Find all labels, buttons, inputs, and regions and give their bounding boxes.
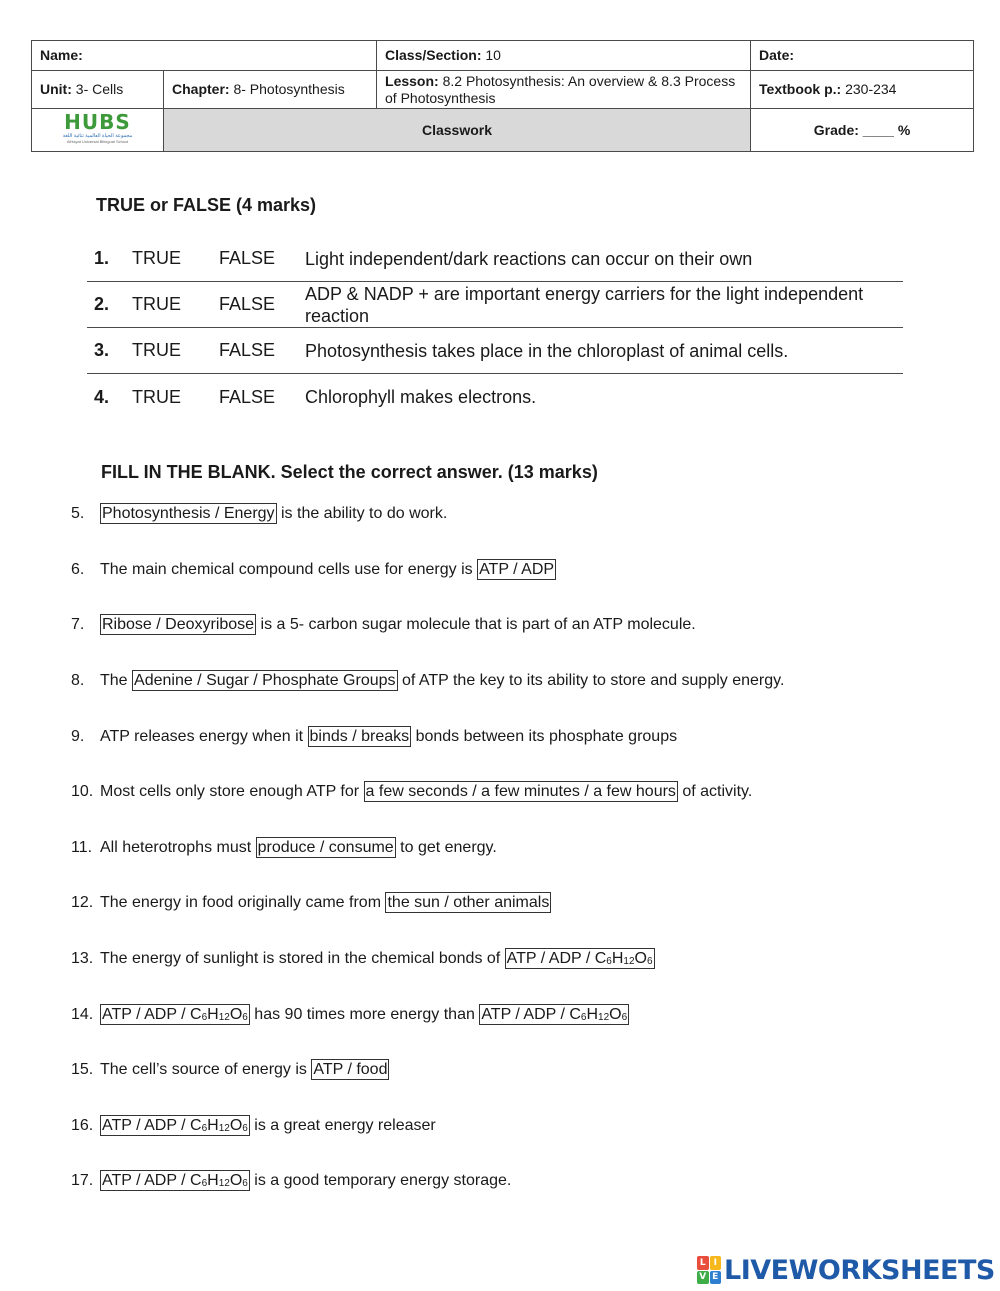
false-option[interactable]: FALSE bbox=[219, 340, 276, 360]
class-section-cell: Class/Section: 10 bbox=[377, 41, 751, 71]
answer-dropdown[interactable]: ATP / ADP / $C_6H_{12}O_6$ bbox=[102, 1006, 248, 1023]
answer-dropdown[interactable]: binds / breaks bbox=[309, 728, 410, 745]
question-16: 16. ATP / ADP / $C_6H_{12}O_6$ is a great energy releaser bbox=[71, 1117, 436, 1134]
question-17: 17. ATP / ADP / $C_6H_{12}O_6$ is a good temporary energy storage. bbox=[71, 1172, 512, 1189]
answer-dropdown[interactable]: Ribose / Deoxyribose bbox=[102, 616, 255, 633]
true-option[interactable]: TRUE bbox=[132, 340, 181, 360]
chapter-cell: Chapter: 8- Photosynthesis bbox=[164, 71, 377, 109]
classwork-title: Classwork bbox=[164, 109, 751, 152]
tf-row: 4. TRUE FALSE Chlorophyll makes electrons. bbox=[87, 374, 903, 420]
question-14: 14. ATP / ADP / $C_6H_{12}O_6$ has 90 times more energy than ATP / ADP / $C_6H_{12}O_6$ bbox=[71, 1006, 628, 1023]
true-false-title: TRUE or FALSE (4 marks) bbox=[96, 195, 317, 215]
textbook-cell: Textbook p.: 230-234 bbox=[751, 71, 974, 109]
question-7: 7.Ribose / Deoxyribose is a 5- carbon sugar molecule that is part of an ATP molecule. bbox=[71, 616, 696, 633]
answer-dropdown[interactable]: ATP / ADP / $C_6H_{12}O_6$ bbox=[506, 950, 653, 967]
answer-dropdown[interactable]: ATP / ADP / $C_6H_{12}O_6$ bbox=[481, 1006, 628, 1023]
brand-letter: I bbox=[710, 1256, 722, 1270]
true-option[interactable]: TRUE bbox=[132, 294, 181, 314]
question-11: 11. All heterotrophs must produce / consume to get energy. bbox=[71, 839, 497, 856]
tf-row: 1. TRUE FALSE Light independent/dark reactions can occur on their own bbox=[87, 236, 903, 282]
school-logo: HUBS مجموعة الحياة العالمية ثنائية اللغة AlHayat Universal Bilingual School bbox=[62, 110, 133, 144]
liveworksheets-icon bbox=[697, 1256, 721, 1284]
answer-dropdown[interactable]: ATP / ADP bbox=[479, 561, 555, 578]
grade-field: Grade: ____ % bbox=[751, 109, 974, 152]
brand-letter: V bbox=[697, 1271, 709, 1285]
name-cell: Name: bbox=[32, 41, 377, 71]
brand-text: LIVEWORKSHEETS bbox=[724, 1254, 995, 1286]
answer-dropdown[interactable]: ATP / food bbox=[313, 1061, 388, 1078]
answer-dropdown[interactable]: a few seconds / a few minutes / a few hours bbox=[365, 783, 676, 800]
false-option[interactable]: FALSE bbox=[219, 248, 276, 268]
question-13: 13. The energy of sunlight is stored in the chemical bonds of ATP / ADP / $C_6H_{12}O_6$ bbox=[71, 950, 653, 967]
true-option[interactable]: TRUE bbox=[132, 248, 181, 268]
answer-dropdown[interactable]: the sun / other animals bbox=[387, 894, 550, 911]
false-option[interactable]: FALSE bbox=[219, 294, 276, 314]
tf-statement: Photosynthesis takes place in the chloroplast of animal cells. bbox=[305, 340, 789, 361]
question-12: 12. The energy in food originally came from the sun / other animals bbox=[71, 894, 550, 911]
question-5: 5. Photosynthesis / Energy is the ability to do work. bbox=[71, 505, 448, 522]
tf-statement: Light independent/dark reactions can occur on their own bbox=[305, 248, 753, 269]
question-10: 10. Most cells only store enough ATP for a few seconds / a few minutes / a few hours of activity. bbox=[71, 783, 753, 800]
question-8: 8. The Adenine / Sugar / Phosphate Groups of ATP the key to its ability to store and supply energy. bbox=[71, 672, 785, 689]
tf-statement: Chlorophyll makes electrons. bbox=[305, 387, 537, 407]
liveworksheets-logo bbox=[697, 1254, 995, 1286]
question-9: 9. ATP releases energy when it binds / breaks bonds between its phosphate groups bbox=[71, 728, 678, 745]
tf-row: 3. TRUE FALSE Photosynthesis takes place in the chloroplast of animal cells. bbox=[87, 328, 903, 374]
answer-dropdown[interactable]: ATP / ADP / $C_6H_{12}O_6$ bbox=[102, 1117, 248, 1134]
answer-dropdown[interactable]: produce / consume bbox=[257, 839, 394, 856]
tf-statement: ADP & NADP + are important energy carriers for the light independent reaction bbox=[305, 283, 864, 326]
header-table bbox=[31, 40, 974, 152]
lesson-cell: Lesson: 8.2 Photosynthesis: An overview & 8.3 Process of Photosynthesis bbox=[377, 71, 751, 109]
false-option[interactable]: FALSE bbox=[219, 386, 276, 407]
logo-cell bbox=[32, 109, 164, 152]
true-option[interactable]: TRUE bbox=[132, 386, 181, 407]
fill-blank-title: FILL IN THE BLANK. Select the correct answer. (13 marks) bbox=[101, 462, 598, 482]
date-cell: Date: bbox=[751, 41, 974, 71]
brand-letter: L bbox=[697, 1256, 709, 1270]
tf-row: 2. TRUE FALSE ADP & NADP + are important energy carriers for the light independent reaction bbox=[87, 282, 903, 328]
question-15: 15. The cell’s source of energy is ATP / food bbox=[71, 1061, 388, 1078]
answer-dropdown[interactable]: Photosynthesis / Energy bbox=[102, 505, 275, 522]
unit-cell: Unit: 3- Cells bbox=[32, 71, 164, 109]
answer-dropdown[interactable]: ATP / ADP / $C_6H_{12}O_6$ bbox=[102, 1172, 248, 1189]
question-6: 6. The main chemical compound cells use for energy is ATP / ADP bbox=[71, 561, 555, 578]
answer-dropdown[interactable]: Adenine / Sugar / Phosphate Groups bbox=[134, 672, 396, 689]
brand-letter: E bbox=[710, 1271, 722, 1285]
